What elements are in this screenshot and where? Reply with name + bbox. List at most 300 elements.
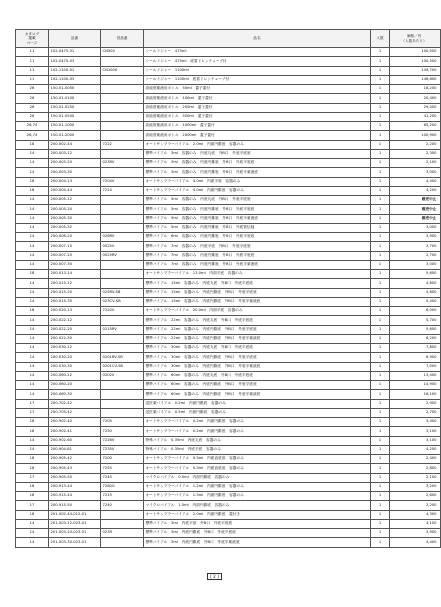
row-product-name: 標準バイアル 3ml 内底平底 外B口 外底平底底 (144, 519, 371, 528)
row-product-name: 標準バイアル 15ml 容器のみ 内底円錐底 外B口 外底平底底 (144, 288, 371, 297)
row-product-no: 200-006-20 (49, 233, 101, 242)
row-price: 2,100 (390, 473, 441, 482)
row-product-no: 200-020-13 (49, 307, 101, 316)
table-row (16, 214, 441, 223)
row-prev-no (101, 344, 144, 353)
table-row (16, 353, 441, 362)
row-product-no: 150-01-0250 (49, 103, 101, 112)
row-price: 2,200 (390, 140, 441, 149)
row-product-name: 標準バイアル 22ml 容器のみ 内底円錐底 外B口 外底半薬液底 (144, 334, 371, 343)
table-row (16, 223, 441, 232)
row-product-name: 高純度薬液用ボトル 100ml 蓋子蓋付 (144, 94, 371, 103)
row-price: 14,900 (390, 381, 441, 390)
row-catalog-page: 14 (16, 233, 49, 242)
row-prev-no (101, 399, 144, 408)
row-product-no: 150-01-0500 (49, 112, 101, 121)
row-catalog-page: 14 (16, 390, 49, 399)
row-quantity: 1 (371, 519, 390, 528)
table-row (16, 177, 441, 186)
row-product-no: 150-01-0100 (49, 94, 101, 103)
row-price: 29,400 (390, 103, 441, 112)
row-product-no: 200-015-12 (49, 279, 101, 288)
row-prev-no: 023R (101, 529, 144, 538)
table-row (16, 510, 441, 519)
row-catalog-page: 14 (16, 353, 49, 362)
table-row (16, 140, 441, 149)
row-quantity: 1 (371, 122, 390, 131)
row-product-no: 201-002-44-012-01 (49, 510, 101, 519)
row-price: 18,200 (390, 85, 441, 94)
row-price: 6,000 (390, 307, 441, 316)
row-product-no: 200-904-61 (49, 445, 101, 454)
row-product-name: シールドジャー 475ml (144, 48, 371, 57)
row-product-name: オートサンプラーバイアル 4.0ml 内面円錐底 容器のみ (144, 186, 371, 195)
row-price: 100,500 (390, 48, 441, 57)
row-quantity: 1 (371, 48, 390, 57)
row-prev-no: 7260G (101, 482, 144, 491)
row-product-name: オートサンプラーバイアル 2.0ml 内面円錐底 容器のみ (144, 140, 371, 149)
row-product-no: 200-004-44 (49, 186, 101, 195)
row-product-name: 標準バイアル 15ml 容器のみ 内底円錐底 外B口 外底半薬液底 (144, 297, 371, 306)
row-product-no: 200-905-42 (49, 455, 101, 464)
row-product-no: 150-01-1000 (49, 122, 101, 131)
row-catalog-page: 18 (16, 307, 49, 316)
row-price: 3,900 (390, 233, 441, 242)
row-product-no: 200-915-50 (49, 501, 101, 510)
row-quantity: 1 (371, 482, 390, 491)
row-product-no: 200-905-43 (49, 464, 101, 473)
row-quantity: 1 (371, 288, 390, 297)
row-product-no: 200-705-42 (49, 408, 101, 417)
row-product-no: 200-913-44 (49, 482, 101, 491)
row-quantity: 1 (371, 66, 390, 75)
table-header-row (16, 30, 441, 48)
row-catalog-page: 14 (16, 362, 49, 371)
row-product-no: 200-005-32 (49, 223, 101, 232)
row-prev-no (101, 510, 144, 519)
table-row (16, 482, 441, 491)
row-prev-no: 7200 (101, 455, 144, 464)
row-price: 3,000 (390, 260, 441, 269)
row-price: 4,800 (390, 279, 441, 288)
row-prev-no (101, 408, 144, 417)
table-row (16, 316, 441, 325)
row-prev-no: 026RV (101, 233, 144, 242)
price-list-sheet (15, 29, 437, 548)
row-quantity: 1 (371, 233, 390, 242)
row-price: 2,700 (390, 242, 441, 251)
table-row (16, 48, 441, 57)
row-price: 5,700 (390, 316, 441, 325)
row-product-no: 200-013-14 (49, 270, 101, 279)
table-row (16, 66, 441, 75)
table-row (16, 390, 441, 399)
row-product-name: オートサンプラーバイアル 0.5ml 内面直底底 容器のみ (144, 455, 371, 464)
row-product-name: 送医薬バイアル 0.2ml 内面円錐底 容器のみ (144, 399, 371, 408)
row-price: 3,200 (390, 482, 441, 491)
row-quantity: 1 (371, 408, 390, 417)
row-catalog-page: 26 (16, 112, 49, 121)
row-prev-no: 7220V (101, 307, 144, 316)
row-quantity: 1 (371, 260, 390, 269)
row-catalog-page: 14 (16, 381, 49, 390)
row-prev-no (101, 131, 144, 140)
table-row (16, 427, 441, 436)
row-product-name: オートサンプラーバイアル 0.5ml 内面直底底 容器のみ (144, 464, 371, 473)
row-catalog-page: 18 (16, 482, 49, 491)
row-prev-no: 7226V (101, 436, 144, 445)
row-product-name: 高純度薬液用ボトル 2000ml 蓋子蓋付 (144, 131, 371, 140)
row-product-name: 標準バイアル 5ml 容器のみ 内底円錐底 外B口 外底半薬液底 (144, 214, 371, 223)
row-quantity: 1 (371, 492, 390, 501)
row-product-no: 102-0475-01 (49, 48, 101, 57)
row-catalog-page: 14 (16, 316, 49, 325)
table-row (16, 418, 441, 427)
row-product-no: 200-004-13 (49, 177, 101, 186)
row-price: 3,000 (390, 223, 441, 232)
row-quantity: 1 (371, 242, 390, 251)
row-product-name: 特殊バイアル 0.35ml 内底平底 容器のみ (144, 445, 371, 454)
row-prev-no: 025RV-SB (101, 288, 144, 297)
header-quantity: 入数 (371, 30, 390, 48)
row-prev-no (101, 316, 144, 325)
row-prev-no (101, 196, 144, 205)
table-row (16, 408, 441, 417)
row-quantity: 1 (371, 445, 390, 454)
table-row (16, 279, 441, 288)
row-price: 41,200 (390, 112, 441, 121)
row-quantity: 1 (371, 362, 390, 371)
row-product-name: マイクロバイアル 0.5ml 内面円錐底 容器のみ (144, 473, 371, 482)
row-price: 4,400 (390, 538, 441, 547)
row-price: 6,200 (390, 334, 441, 343)
table-row (16, 168, 441, 177)
table-row (16, 464, 441, 473)
row-product-name: 標準バイアル 60ml 容器のみ 内底円錐底 外B口 外底平底底 (144, 381, 371, 390)
row-price: 100,500 (390, 57, 441, 66)
table-row (16, 251, 441, 260)
row-prev-no (101, 223, 144, 232)
price-table (15, 29, 441, 548)
row-product-no: 200-015-30 (49, 297, 101, 306)
row-price: 販売中止 (390, 205, 441, 214)
row-quantity: 1 (371, 94, 390, 103)
table-row (16, 445, 441, 454)
row-price: 13,400 (390, 371, 441, 380)
table-row (16, 297, 441, 306)
row-catalog-page: 14 (16, 214, 49, 223)
header-product-no: 品番 (49, 30, 101, 48)
table-row (16, 381, 441, 390)
row-catalog-page: 26 (16, 103, 49, 112)
row-prev-no: 0215RV (101, 325, 144, 334)
table-row (16, 186, 441, 195)
row-prev-no (101, 94, 144, 103)
row-price: 100,900 (390, 131, 441, 140)
row-quantity: 1 (371, 344, 390, 353)
row-quantity: 1 (371, 205, 390, 214)
table-row (16, 57, 441, 66)
row-product-no: 200-030-12 (49, 344, 101, 353)
table-row (16, 131, 441, 140)
row-catalog-page: 18 (16, 510, 49, 519)
table-row (16, 344, 441, 353)
table-row (16, 94, 441, 103)
row-prev-no (101, 538, 144, 547)
row-prev-no: 0201RV-SB (101, 353, 144, 362)
row-quantity: 1 (371, 177, 390, 186)
row-catalog-page: 14 (16, 223, 49, 232)
table-row (16, 334, 441, 343)
row-price: 2,900 (390, 399, 441, 408)
row-product-no: 200-005-20 (49, 205, 101, 214)
header-catalog-page: カタログ 掲載 ページ (16, 30, 49, 48)
row-price: 5,600 (390, 270, 441, 279)
row-catalog-page: 18 (16, 464, 49, 473)
row-quantity: 1 (371, 381, 390, 390)
row-quantity: 1 (371, 159, 390, 168)
row-product-no: 200-007-10 (49, 242, 101, 251)
row-catalog-page: 14 (16, 436, 49, 445)
row-price: 4,200 (390, 186, 441, 195)
row-prev-no: 023RV (101, 159, 144, 168)
row-product-name: オートサンプラーバイアル 20.0ml 内面平底 容器のみ (144, 307, 371, 316)
row-quantity: 1 (371, 418, 390, 427)
table-row (16, 103, 441, 112)
row-product-name: 高純度薬液用ボトル 250ml 蓋子蓋付 (144, 103, 371, 112)
table-row (16, 85, 441, 94)
row-prev-no (101, 390, 144, 399)
row-quantity: 1 (371, 455, 390, 464)
table-row (16, 233, 441, 242)
row-product-no: 201-003-20-023-01 (49, 529, 101, 538)
row-catalog-page: 14 (16, 260, 49, 269)
table-row (16, 242, 441, 251)
row-catalog-page: 14 (16, 445, 49, 454)
row-prev-no (101, 260, 144, 269)
table-row (16, 371, 441, 380)
row-price: 2,700 (390, 408, 441, 417)
row-price: 4,300 (390, 510, 441, 519)
table-row (16, 399, 441, 408)
row-product-name: 標準バイアル 60ml 容器のみ 内底円錐底 外B口 外底半薬液底 (144, 390, 371, 399)
row-product-name: 標準バイアル 15ml 容器のみ 内底丸底 外B口 外底平底底 (144, 279, 371, 288)
row-prev-no: 7245 (101, 473, 144, 482)
row-product-no: 200-022-20 (49, 325, 101, 334)
row-prev-no: 0201CV-SB (101, 362, 144, 371)
row-price: 3,400 (390, 418, 441, 427)
table-row (16, 196, 441, 205)
header-price: 価格／円 （入数あたり） (390, 30, 441, 48)
row-prev-no (101, 334, 144, 343)
row-price: 3,000 (390, 168, 441, 177)
row-catalog-page: 14 (16, 538, 49, 547)
row-quantity: 1 (371, 251, 390, 260)
row-price: 5,400 (390, 297, 441, 306)
row-prev-no (101, 103, 144, 112)
row-product-no: 200-003-30 (49, 168, 101, 177)
row-prev-no (101, 214, 144, 223)
table-row (16, 288, 441, 297)
row-product-no: 200-003-12 (49, 149, 101, 158)
row-product-name: 送医薬バイアル 0.5ml 内面円錐底 容器のみ (144, 408, 371, 417)
row-catalog-page: 18 (16, 492, 49, 501)
row-price: 65,200 (390, 122, 441, 131)
row-product-name: オートサンプラーバイアル 0.2ml 内面円錐底 容器のみ (144, 418, 371, 427)
row-catalog-page: 18 (16, 270, 49, 279)
row-product-no: 200-002-44 (49, 140, 101, 149)
row-product-no: 150-01-0050 (49, 85, 101, 94)
row-quantity: 1 (371, 149, 390, 158)
row-product-no: 200-902-40 (49, 418, 101, 427)
row-quantity: 1 (371, 214, 390, 223)
row-catalog-page: 14 (16, 168, 49, 177)
row-price: 2,600 (390, 492, 441, 501)
row-prev-no (101, 122, 144, 131)
table-row (16, 529, 441, 538)
row-catalog-page: 17 (16, 473, 49, 482)
row-catalog-page: 14 (16, 242, 49, 251)
row-product-name: 標準バイアル 3ml 内底円錐底 外B口 外底平底底 (144, 529, 371, 538)
row-price: 2,300 (390, 149, 441, 158)
page-number: [ 2 ] (207, 573, 222, 580)
row-product-name: 標準バイアル 3ml 内底円錐底 外B口 外底半薬液底 (144, 538, 371, 547)
table-row (16, 362, 441, 371)
row-quantity: 1 (371, 510, 390, 519)
row-quantity: 1 (371, 186, 390, 195)
row-quantity: 1 (371, 427, 390, 436)
row-price: 5,600 (390, 325, 441, 334)
row-prev-no: CN500 (101, 48, 144, 57)
row-catalog-page: 17 (16, 408, 49, 417)
row-prev-no: 7215 (101, 492, 144, 501)
row-prev-no: 7240 (101, 501, 144, 510)
row-quantity: 1 (371, 399, 390, 408)
page-number-footer (0, 574, 429, 579)
row-catalog-page: 17 (16, 399, 49, 408)
row-catalog-page: 18 (16, 418, 49, 427)
row-product-name: 標準バイアル 3ml 容器のみ 内底丸底 外B口 外底平底底 (144, 149, 371, 158)
row-price: 7,000 (390, 362, 441, 371)
row-prev-no (101, 381, 144, 390)
row-product-name: 標準バイアル 30ml 容器のみ 内底円錐底 外B口 外底半薬液底 (144, 362, 371, 371)
row-product-no: 102-1100-01 (49, 66, 101, 75)
row-quantity: 1 (371, 57, 390, 66)
table-row (16, 307, 441, 316)
row-product-name: シールドジャー 475ml 底着ドレンチューブ付 (144, 57, 371, 66)
row-prev-no (101, 85, 144, 94)
row-product-name: オートサンプラーバイアル 2.0ml 内面円錐底 蓋付き (144, 510, 371, 519)
row-product-no: 200-015-20 (49, 288, 101, 297)
row-catalog-page: 11 (16, 57, 49, 66)
row-price: 20,400 (390, 94, 441, 103)
row-product-name: 標準バイアル 30ml 容器のみ 内底丸底 外B口 外底平底底 (144, 344, 371, 353)
row-quantity: 1 (371, 297, 390, 306)
row-product-no: 201-003-12-023-01 (49, 519, 101, 528)
table-row (16, 492, 441, 501)
row-price: 4,100 (390, 519, 441, 528)
row-price: 4,200 (390, 445, 441, 454)
row-product-name: オートサンプラーバイアル 13.0ml 内面平底 容器のみ (144, 270, 371, 279)
row-quantity: 1 (371, 103, 390, 112)
row-product-name: 標準バイアル 22ml 容器のみ 内底円錐底 外B口 外底平底底 (144, 325, 371, 334)
row-product-no: 200-702-42 (49, 399, 101, 408)
row-prev-no (101, 149, 144, 158)
row-catalog-page: 14 (16, 519, 49, 528)
header-prev-no: 旧品番 (101, 30, 144, 48)
row-product-name: 標準バイアル 5ml 容器のみ 内底円錐底 外B口 外底平底底 (144, 205, 371, 214)
table-body (16, 48, 441, 548)
row-product-name: オートサンプラーバイアル 1.5ml 内面円錐底 容器のみ (144, 492, 371, 501)
row-product-name: オートサンプラーバイアル 1.2ml 内面円錐底 容器のみ (144, 482, 371, 491)
row-catalog-page: 14 (16, 251, 49, 260)
row-product-no: 200-030-30 (49, 362, 101, 371)
row-quantity: 1 (371, 371, 390, 380)
row-product-no: 200-022-12 (49, 316, 101, 325)
row-quantity: 1 (371, 325, 390, 334)
row-product-name: 特殊バイアル 0.35ml 内底丸底 容器のみ (144, 436, 371, 445)
row-product-name: 高純度薬液用ボトル 50ml 蓋子蓋付 (144, 85, 371, 94)
table-row (16, 260, 441, 269)
row-prev-no: 7224 (101, 186, 144, 195)
row-product-no: 200-902-41 (49, 427, 101, 436)
row-catalog-page: 11 (16, 66, 49, 75)
row-prev-no: 7205 (101, 418, 144, 427)
row-product-no: 200-060-30 (49, 390, 101, 399)
table-row (16, 325, 441, 334)
row-catalog-page: 17 (16, 501, 49, 510)
row-product-name: 標準バイアル 60ml 容器のみ 内底丸底 外B口 外底平底底 (144, 371, 371, 380)
row-product-name: 高純度薬液用ボトル 500ml 蓋子蓋付 (144, 112, 371, 121)
row-price: 販売中止 (390, 196, 441, 205)
row-product-no: 200-005-30 (49, 214, 101, 223)
row-product-no: 200-030-20 (49, 353, 101, 362)
row-catalog-page: 14 (16, 149, 49, 158)
table-row (16, 149, 441, 158)
row-price: 7,800 (390, 344, 441, 353)
row-prev-no (101, 75, 144, 84)
row-product-name: 標準バイアル 7ml 容器のみ 内底円錐底 外B口 外底平底底 (144, 251, 371, 260)
row-quantity: 1 (371, 270, 390, 279)
row-price: 146,800 (390, 75, 441, 84)
row-catalog-page: 18 (16, 177, 49, 186)
row-product-name: 標準バイアル 7ml 容器のみ 内底円錐底 外B口 外底半薬液底 (144, 260, 371, 269)
row-catalog-page: 14 (16, 529, 49, 538)
table-row (16, 519, 441, 528)
row-product-name: オートサンプラーバイアル 0.2ml 内面円錐底 容器のみ (144, 427, 371, 436)
row-product-no: 200-902-60 (49, 436, 101, 445)
table-row (16, 159, 441, 168)
row-product-name: オートサンプラーバイアル 4.0ml 内面平底 容器のみ (144, 177, 371, 186)
table-row (16, 538, 441, 547)
row-quantity: 1 (371, 307, 390, 316)
row-product-name: 高純度薬液用ボトル 1000ml 蓋子蓋付 (144, 122, 371, 131)
row-catalog-page: 14 (16, 196, 49, 205)
row-prev-no: 7255 (101, 464, 144, 473)
row-price: 3,100 (390, 427, 441, 436)
row-price: 4,800 (390, 288, 441, 297)
row-product-name: マイクロバイアル 1.5ml 内面円錐底 容器のみ (144, 501, 371, 510)
row-quantity: 1 (371, 390, 390, 399)
row-product-no: 200-060-20 (49, 381, 101, 390)
row-prev-no (101, 57, 144, 66)
row-quantity: 1 (371, 140, 390, 149)
table-row (16, 75, 441, 84)
row-product-no: 102-0475-03 (49, 57, 101, 66)
row-price: 3,100 (390, 436, 441, 445)
row-quantity: 1 (371, 75, 390, 84)
row-catalog-page: 14 (16, 371, 49, 380)
